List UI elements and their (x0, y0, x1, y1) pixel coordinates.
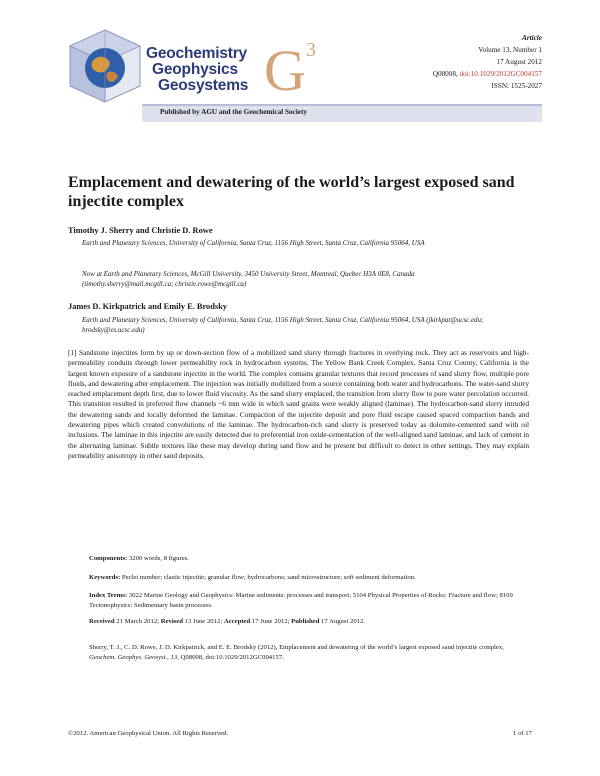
accepted-label: Accepted (223, 618, 251, 625)
doi-link[interactable]: doi:10.1029/2012GC004157 (459, 70, 542, 78)
components-value: 3200 words, 8 figures. (128, 555, 189, 562)
journal-name-line1: Geochemistry (146, 45, 247, 62)
published-date: 17 August 2012. (321, 618, 366, 625)
revised-date: 13 June 2012; (184, 618, 223, 625)
keywords-line (89, 573, 529, 583)
journal-name-line3: Geosystems (158, 77, 249, 94)
agu-globe-cube-logo (68, 28, 142, 104)
components-line (89, 554, 529, 564)
issn: ISSN: 1525-2027 (491, 82, 542, 90)
paragraph-marker: [1] (68, 348, 77, 357)
journal-name-line2: Geophysics (152, 61, 238, 78)
copyright: ©2012. American Geophysical Union. All Rights Reserved. (68, 730, 229, 737)
index-terms-label: Index Terms: (89, 592, 128, 599)
author-group-1: Timothy J. Sherry and Christie D. Rowe (68, 226, 213, 235)
paper-title: Emplacement and dewatering of the world’s largest exposed sand injectite complex (68, 174, 515, 210)
citation-doi: Q08008, doi:10.1029/2012GC004157. (180, 654, 284, 662)
author-group-2: James D. Kirkpatrick and Emily E. Brodsky (68, 302, 227, 311)
publication-date: 17 August 2012 (496, 58, 542, 66)
keywords-value: Peclet number; clastic injectite; granular flow; hydrocarbons; sand microstructure; soft sediment deformation. (121, 574, 416, 581)
article-meta (433, 32, 542, 92)
citation-journal: Geochem. Geophys. Geosyst., 13, (89, 654, 179, 662)
affiliation-3: Earth and Planetary Sciences, University of California, Santa Cruz, 1156 High Street, Santa Cruz, California 95064, USA (jkirkpat@ucsc.edu; brodsky@es.ucsc.edu) (82, 316, 484, 335)
abstract-text: Sandstone injectites form by up or down-section flow of a mobilized sand slurry through fractures in overlying rock. They act as reservoirs and high-permeability conduits through lower permeability rock in hydrocarbon systems. The Yellow Bank Creek Complex, Santa Cruz County, California is the largest known exposure of a sandstone injectite in the world. The complex contains granular textures that record processes of sand slurry flow, multiple pore fluids, and dewatering after emplacement. The injection was initially mobilized from a source containing both water and hydrocarbons. The water-sand slurry reached emplacement depth first, due to lower fluid viscosity. As the sand slurry emplaced, the transition from slurry flow to pore water percolation occurred. This transition resulted in preferred flow channels ~6 mm wide in which sand grains were weakly aligned (laminae). The hydrocarbon-sand slurry intruded the dewatering sands and locally deformed the laminae. Compaction of the injectite deposit and pore fluid escape caused spaced compaction bands and dewatering pipes which created convolutions of the laminae. The hydrocarbon-rich sand slurry is preserved today as dolomite-cemented sand with oil inclusions. The laminae in this injectite are easily detected due to preferential iron oxide-cementation of the well-aligned sand laminae, and lack of cement in the alternating laminae. Subtle textures like these may develop during sand flow and be present but difficult to detect in other settings. They may explain permeability anisotropy in other sand deposits. (68, 348, 530, 460)
index-terms-line (89, 591, 529, 611)
affiliation-1: Earth and Planetary Sciences, University of California, Santa Cruz, 1156 High Street, Santa Cruz, California 95064, USA (82, 239, 425, 247)
dates-line (89, 617, 529, 627)
page-number: 1 of 17 (513, 730, 532, 737)
citation-text: Sherry, T. J., C. D. Rowe, J. D. Kirkpatrick, and E. E. Brodsky (2012), Emplacement and dewatering of the world’s largest exposed sand injectite complex, (89, 644, 504, 651)
citation (89, 643, 529, 663)
publisher-line: Published by AGU and the Geochemical Society (160, 108, 307, 116)
article-id: Q08008, (432, 70, 458, 78)
g3-superscript: 3 (306, 39, 316, 61)
received-date: 21 March 2012; (116, 618, 160, 625)
received-label: Received (89, 618, 115, 625)
volume-number: Volume 13, Number 1 (478, 46, 542, 54)
affiliation-2: Now at Earth and Planetary Sciences, McGill University, 3450 University Street, Montreal, Quebec H3A 0E8, Canada (timothy.sherry@mail.mcgill.ca; christie.rowe@mcgill.ca) (82, 270, 415, 289)
revised-label: Revised (160, 618, 183, 625)
keywords-label: Keywords: (89, 574, 121, 581)
article-id-line (433, 68, 542, 80)
article-type: Article (522, 34, 542, 42)
published-label: Published (291, 618, 320, 625)
accepted-date: 17 June 2012; (251, 618, 290, 625)
g3-logo-mark (262, 36, 324, 96)
g3-letter: G (264, 38, 306, 96)
index-terms-value: 3022 Marine Geology and Geophysics: Marine sediments: processes and transport; 5104 Physical Properties of Rocks: Fracture and flow; 8169 Tectonophysics: Sedimentary basin processes. (89, 592, 513, 610)
components-label: Components: (89, 555, 128, 562)
abstract (68, 348, 529, 461)
